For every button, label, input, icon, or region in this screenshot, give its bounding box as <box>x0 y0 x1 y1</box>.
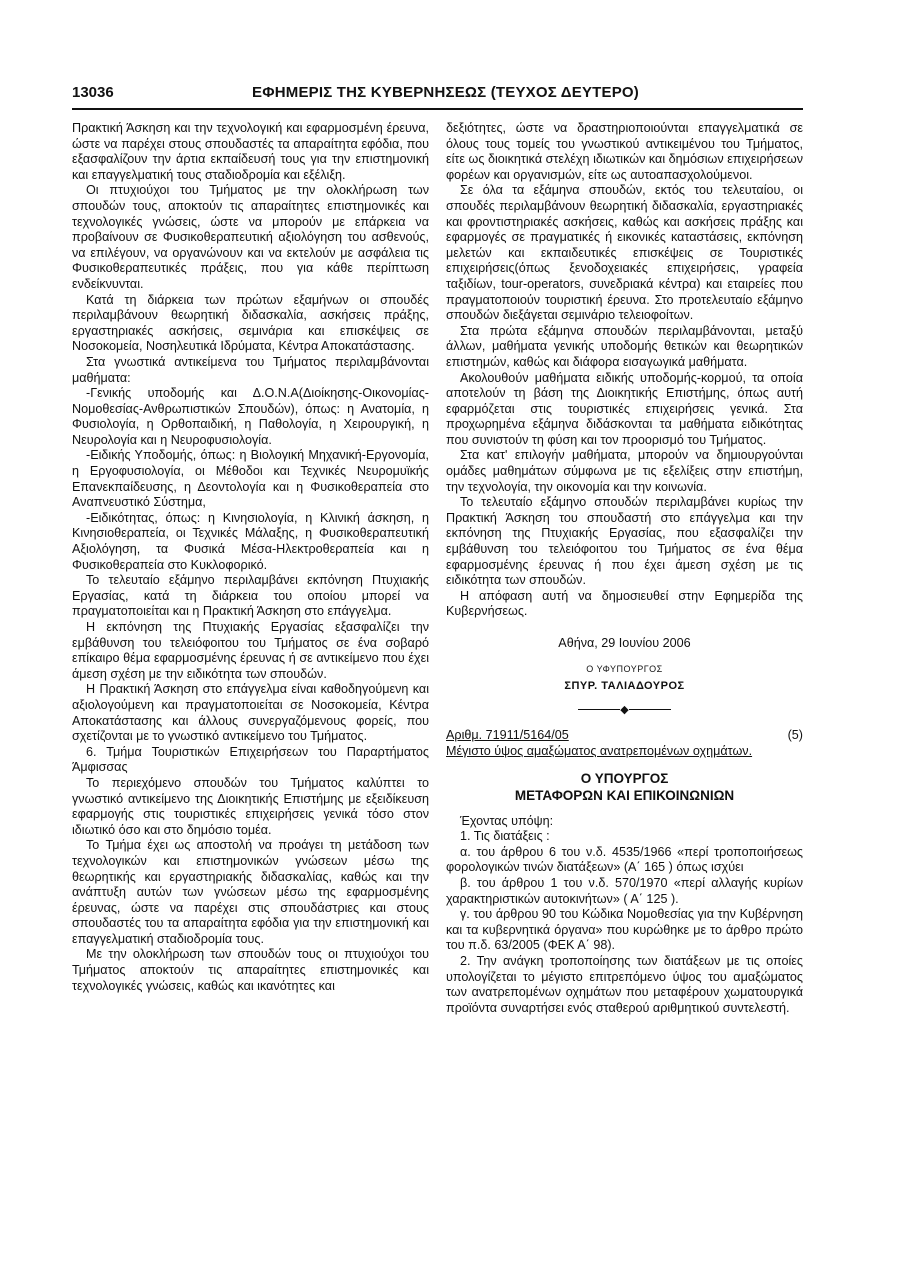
signatory-role: Ο ΥΦΥΠΟΥΡΓΟΣ <box>586 663 663 674</box>
decision-reference-row <box>446 728 803 744</box>
considering-heading: Έχοντας υπόψη: <box>460 813 554 828</box>
paragraph: -Ειδικής Υποδομής, όπως: η Βιολογική Μηχανική-Εργονομία, η Εργοφυσιολογία, οι Μέθοδοι και Τεχνικές Νευρομυϊκής Επανεκπαίδευσης, η Δεοντολογία και η Φυσικοθεραπεία στο Αναπνευστικό Σύστημα, <box>72 448 429 510</box>
right-column <box>446 121 803 1016</box>
paragraph: Στα κατ' επιλογήν μαθήματα, μπορούν να δημιουργούνται ομάδες μαθημάτων σύμφωνα με τις εξελίξεις στην επιστήμη, την τεχνολογία, την οικονομία και την κοινωνία. <box>446 448 803 494</box>
paragraph: Στα γνωστικά αντικείμενα του Τμήματος περιλαμβάνονται μαθήματα: <box>72 354 429 385</box>
list-item: 1. Τις διατάξεις : <box>460 829 550 844</box>
paragraph: Οι πτυχιούχοι του Τμήματος με την ολοκλήρωση των σπουδών τους, αποκτούν τις απαραίτητες επιστημονικές και τεχνολογικές γνώσεις, ώστε να μπορούν με επάρκεια να προβαίνουν σε Φυσικοθεραπευτική αξιολόγηση του ασθενούς, να επιλέγουν, να οργανώνουν και να εκτελούν με ασφάλεια τις Φυσικοθεραπευτικές πράξεις, που για κάθε περίπτωση ενδείκνυνται. <box>72 183 429 291</box>
paragraph: Πρακτική Άσκηση και την τεχνολογική και εφαρμοσμένη έρευνα, ώστε να παρέχει στους σπουδαστές τα απαραίτητα εφόδια, που εξασφαλίζουν την άρτια εκπαίδευσή τους για την επιστημονική και επαγγελματική τους σταδιοδρομία και εξέλιξη. <box>72 121 429 182</box>
paragraph: Η Πρακτική Άσκηση στο επάγγελμα είναι καθοδηγούμενη και αξιολογούμενη και πραγματοποιείται σε Νοσοκομεία, Κέντρα Αποκατάστασης και άλλους συνεργαζόμενους φορείς, που σχετίζονται με το γνωστικό αντικείμενο του Τμήματος. <box>72 682 429 744</box>
decision-number: (5) <box>787 728 803 743</box>
list-item: γ. του άρθρου 90 του Κώδικα Νομοθεσίας για την Κυβέρνηση και τα κυβερνητικά όργανα» που κυρώθηκε με το άρθρο πρώτο του π.δ. 63/2005 (ΦΕΚ Α΄ 98). <box>446 907 803 953</box>
paragraph: Κατά τη διάρκεια των πρώτων εξαμήνων οι σπουδές περιλαμβάνουν θεωρητική διδασκαλία, ασκήσεις πράξης, εργαστηριακές ασκήσεις, σεμινάρια και επισκέψεις σε Νοσοκομεία, Νοσηλευτικά Ιδρύματα, Κέντρα Αποκατάστασης. <box>72 292 429 354</box>
paragraph: Στα πρώτα εξάμηνα σπουδών περιλαμβάνονται, μεταξύ άλλων, μαθήματα γενικής υποδομής θετικών και θεωρητικών επιστημών, καθώς και διάφορα εισαγωγικά μαθήματα. <box>446 323 803 369</box>
paragraph: Με την ολοκλήρωση των σπουδών τους οι πτυχιούχοι του Τμήματος αποκτούν τις απαραίτητες επιστημονικές και τεχνολογικές γνώσεις, καθώς και ικανότητες και <box>72 947 429 993</box>
decision-reference: Αριθμ. 71911/5164/05 <box>446 728 569 743</box>
list-item: α. του άρθρου 6 του ν.δ. 4535/1966 «περί τροποποιήσεως φορολογικών τινών διατάξεων» (Α΄ 165 ) όπως ισχύει <box>446 844 803 875</box>
section-heading: 6. Τμήμα Τουριστικών Επιχειρήσεων του Παραρτήματος Άμφισσας <box>72 744 429 775</box>
place-date: Αθήνα, 29 Ιουνίου 2006 <box>558 636 691 650</box>
paragraph: Σε όλα τα εξάμηνα σπουδών, εκτός του τελευταίου, οι σπουδές περιλαμβάνουν θεωρητική διδασκαλία, εργαστηριακές και φροντιστηριακές ασκήσεις, καθώς και ασκήσεις πράξης και εφαρμογές σε πραγματικές ή εικονικές καταστάσεις, εκπόνηση μελετών και εκπαιδευτικές επισκέψεις σε Τουριστικές επιχειρήσεις(όπως ξενοδοχειακές επιχειρήσεις, γραφεία ταξιδίων, tour-operators, συνεδριακά κέντρα) και εταιρείες που πραγματοποιούν τουριστική έρευνα. Στο προτελευταίο εξάμηνο σπουδών διεξάγεται σεμινάριο τελειοφοίτων. <box>446 183 803 323</box>
gazette-title: ΕΦΗΜΕΡΙΣ ΤΗΣ ΚΥΒΕΡΝΗΣΕΩΣ (ΤΕΥΧΟΣ ΔΕΥΤΕΡΟ) <box>252 84 639 101</box>
section-divider: ◆ <box>446 703 803 719</box>
list-item: β. του άρθρου 1 του ν.δ. 570/1970 «περί αλλαγής κυρίων χαρακτηριστικών αυτοκινήτων» ( Α΄ 125 ). <box>446 875 803 906</box>
header-rule <box>72 108 803 110</box>
decision-subject: Μέγιστο ύψος αμαξώματος ανατρεπομένων οχημάτων. <box>446 743 753 758</box>
paragraph: Το Τμήμα έχει ως αποστολή να προάγει τη μετάδοση των τεχνολογικών και επιστημονικών γνώσεων μέσω της θεωρητικής και εργαστηριακής διδασκαλίας, καθώς και την ανάπτυξη αυτών των γνώσεων μέσω της εφαρμοσμένης έρευνας, ώστε να παρέχει στις σπουδάστριες και στους σπουδαστές του τα απαραίτητα εφόδια για την επιστημονική και επαγγελματική σταδιοδρομία τους. <box>72 838 429 946</box>
paragraph: Η απόφαση αυτή να δημοσιευθεί στην Εφημερίδα της Κυβερνήσεως. <box>446 588 803 619</box>
left-column <box>72 121 429 994</box>
paragraph: Το τελευταίο εξάμηνο σπουδών περιλαμβάνει κυρίως την Πρακτική Άσκηση του σπουδαστή στο επάγγελμα και την εκπόνηση της Πτυχιακής Εργασίας, που εξασφαλίζει την εμβάθυνση του τελειόφοιτου του Τμήματος σε ένα θέμα εφαρμοσμένης έρευνας ή που έχει άμεση σχέση με τις ειδικότητα των σπουδών. <box>446 495 803 588</box>
paragraph: -Γενικής υποδομής και Δ.Ο.Ν.Α(Διοίκησης-Οικονομίας-Νομοθεσίας-Ανθρωπιστικών Σπουδών), όπως: η Ανατομία, η Φυσιολογία, η Ορθοπαιδική, η Παθολογία, η Χειρουργική, η Νευρολογία και η Νευροφυσιολογία. <box>72 386 429 447</box>
paragraph: Η εκπόνηση της Πτυχιακής Εργασίας εξασφαλίζει την εμβάθυνση του τελειόφοιτου του Τμήματος σε ένα σοβαρό επίκαιρο θέμα εφαρμοσμένης έρευνας ή σε αντικείμενο που έχει άμεση σχέση με την ειδικότητα των σπουδών. <box>72 620 429 681</box>
paragraph: Το τελευταίο εξάμηνο περιλαμβάνει εκπόνηση Πτυχιακής Εργασίας, κατά τη διάρκεια του οποίου μπορεί να πραγματοποιείται και η Πρακτική Άσκηση στο επάγγελμα. <box>72 573 429 619</box>
page-header <box>72 84 803 106</box>
paragraph: Το περιεχόμενο σπουδών του Τμήματος καλύπτει το γνωστικό αντικείμενο της Διοικητικής Επιστήμης με εξειδίκευση εφαρμογής στις τουριστικές επιχειρήσεις γενικά τόσο στον ιδιωτικό όσο και στο δημόσιο τομέα. <box>72 775 429 837</box>
minister-title-line2: ΜΕΤΑΦΟΡΩΝ ΚΑΙ ΕΠΙΚΟΙΝΩΝΙΩΝ <box>514 787 735 803</box>
paragraph: Ακολουθούν μαθήματα ειδικής υποδομής-κορμού, τα οποία αποτελούν τη βάση της Διοικητικής Επιστήμης, όπως αυτή εφαρμόζεται στις τουριστικές επιχειρήσεις γενικά. Στα προχωρημένα εξάμηνα διδάσκονται τα μαθήματα ειδικότητας που συνιστούν τη φύση και τον προορισμό του Τμήματος. <box>446 370 803 447</box>
list-item: 2. Την ανάγκη τροποποίησης των διατάξεων με τις οποίες υπολογίζεται το μέγιστο επιτρεπόμενο ύψος του αμαξώματος των ανατρεπομένων οχημάτων που μεταφέρουν χωματουργικά προϊόντα συναρτήσει ενός σταθερού αριθμητικού συντελεστή. <box>446 953 803 1015</box>
paragraph: -Ειδικότητας, όπως: η Κινησιολογία, η Κλινική άσκηση, η Κινησιοθεραπεία, οι Τεχνικές Μάλαξης, η Φυσικοθεραπευτική Αξιολόγηση, τα Φυσικά Μέσα-Ηλεκτροθεραπεία και η Φυσικοθεραπεία στο Κυκλοφορικό. <box>72 510 429 572</box>
page-number: 13036 <box>72 84 114 101</box>
signatory-name: ΣΠΥΡ. ΤΑΛΙΑΔΟΥΡΟΣ <box>564 680 685 693</box>
minister-title-line1: Ο ΥΠΟΥΡΓΟΣ <box>580 770 669 786</box>
paragraph: δεξιότητες, ώστε να δραστηριοποιούνται επαγγελματικά σε όλους τους τομείς του γνωστικού αντικειμένου του Τμήματος, είτε ως διοικητικά στελέχη ιδιωτικών και δημόσιων επιχειρήσεων φορέων και οργανισμών, είτε ως αυτοαπασχολούμενοι. <box>446 121 803 182</box>
